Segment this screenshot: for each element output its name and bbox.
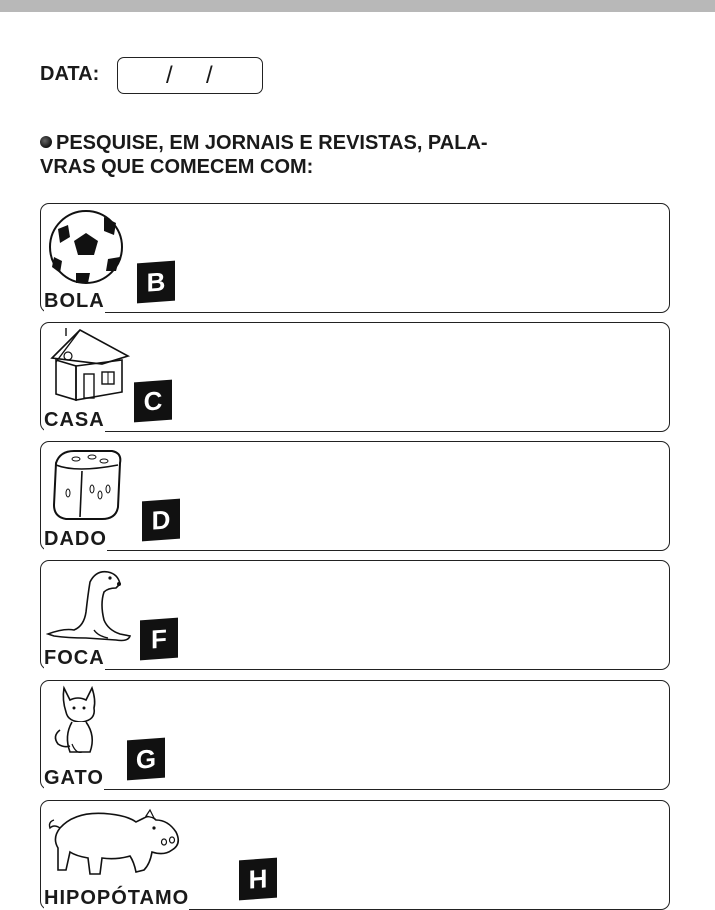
bullet-icon	[40, 136, 52, 148]
letter-badge: D	[142, 499, 180, 542]
house-icon	[46, 326, 132, 404]
date-field[interactable]	[117, 57, 263, 94]
answer-box-c[interactable]	[40, 322, 670, 432]
instruction-text	[40, 131, 680, 179]
instruction-line-1: PESQUISE, EM JORNAIS E REVISTAS, PALA-	[56, 132, 488, 154]
word-label: BOLA	[44, 290, 105, 312]
dice-icon	[46, 445, 126, 525]
soccer-ball-icon	[46, 207, 126, 287]
answer-box-d[interactable]	[40, 441, 670, 551]
answer-box-f[interactable]	[40, 560, 670, 670]
cat-icon	[46, 684, 126, 764]
letter-badge: H	[239, 858, 277, 901]
seal-icon	[46, 564, 138, 644]
word-label: GATO	[44, 767, 104, 789]
letter-badge: B	[137, 261, 175, 304]
date-label: DATA:	[40, 63, 100, 85]
word-label: CASA	[44, 409, 105, 431]
word-label: FOCA	[44, 647, 105, 669]
word-label: HIPOPÓTAMO	[44, 887, 190, 909]
date-separator: /	[166, 62, 173, 89]
answer-box-h[interactable]	[40, 800, 670, 910]
date-separator: /	[206, 62, 213, 89]
letter-badge: F	[140, 618, 178, 661]
letter-badge: C	[134, 380, 172, 423]
hippo-icon	[46, 804, 182, 882]
letter-badge: G	[127, 738, 165, 781]
top-border-bar	[0, 0, 715, 12]
word-label: DADO	[44, 528, 107, 550]
answer-box-g[interactable]	[40, 680, 670, 790]
instruction-line-2: VRAS QUE COMECEM COM:	[40, 156, 314, 178]
answer-box-b[interactable]	[40, 203, 670, 313]
